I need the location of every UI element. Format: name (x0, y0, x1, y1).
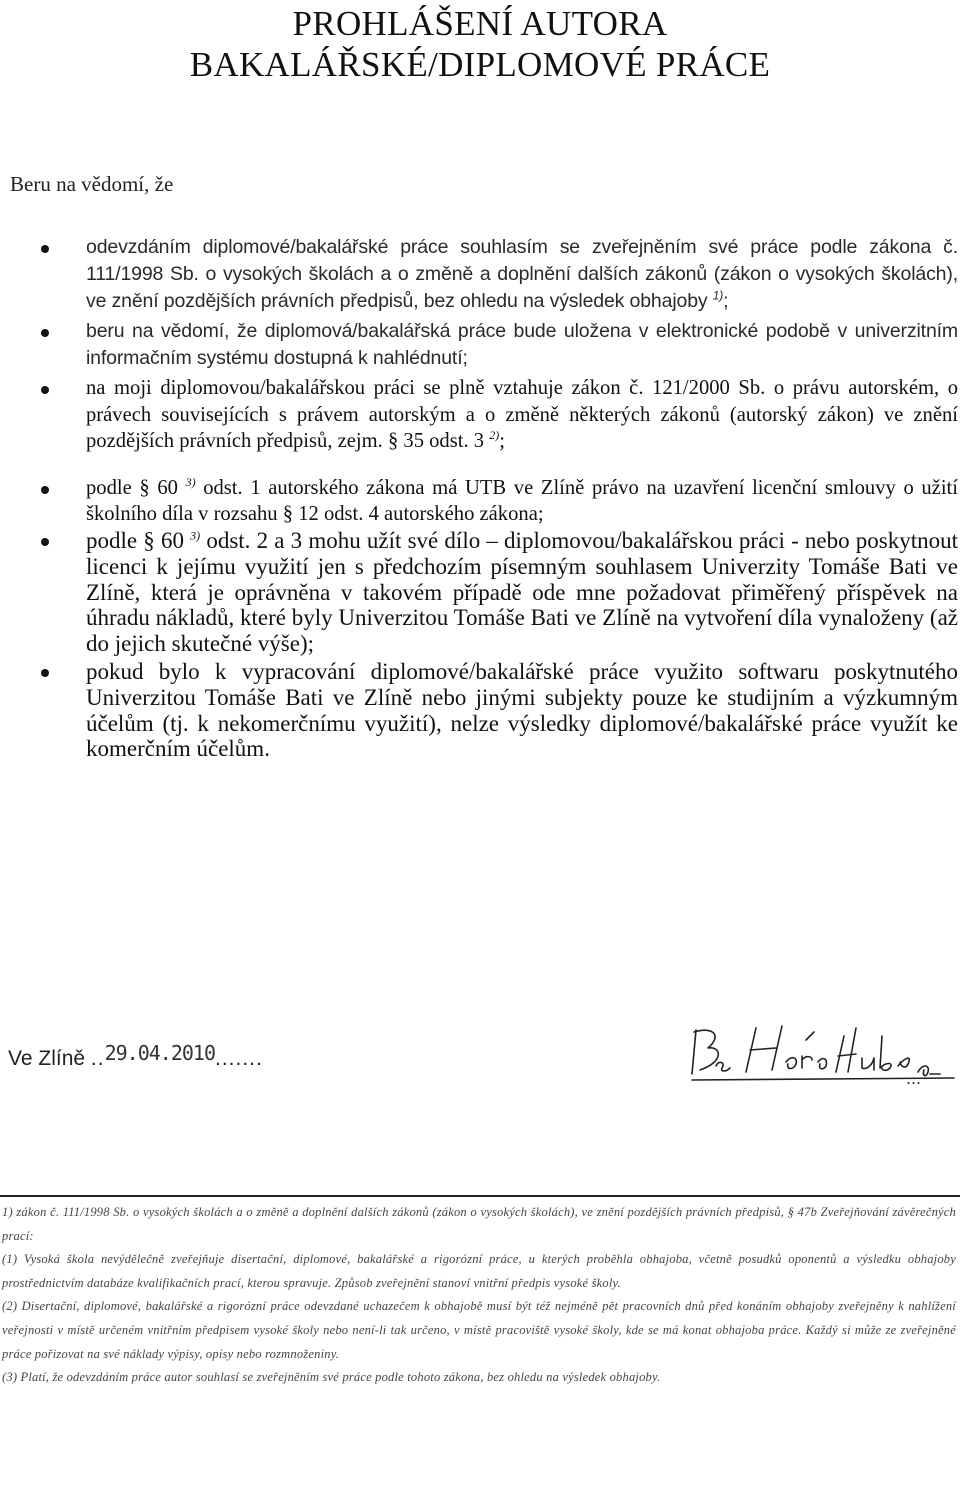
list-item (38, 234, 958, 316)
list-item (38, 528, 958, 657)
footnote-1-para-3: (3) Platí, že odevzdáním práce autor souhlasí se zveřejněním své práce podle tohoto zákona, bez ohledu na výsledek obhajoby. (2, 1370, 661, 1385)
item-text-end: ; (499, 430, 505, 453)
handwritten-date: 29.04.2010 (104, 1041, 215, 1065)
item-text: odevzdáním diplomové/bakalářské práce souhlasím se zveřejněním své práce podle zákona č. 111/1998 Sb. o vysokých školách a o změně a doplnění dalších zákonů (zákon o vysokých školách), ve znění pozdějších právních předpisů, bez ohledu na výsledek obhajoby (86, 236, 958, 313)
item-text: beru na vědomí, že diplomová/bakalářská práce bude uložena v elektronické podobě v univerzitním informačním systému dostupná k nahlédnutí; (86, 319, 958, 369)
place-label: Ve Zlíně (8, 1047, 86, 1070)
footnote-ref: 3) (190, 528, 201, 543)
title-line-1: PROHLÁŠENÍ AUTORA (292, 4, 668, 43)
footnote-ref: 1) (712, 288, 724, 303)
footnote-ref: 2) (489, 428, 500, 443)
footnote-ref: 3) (185, 474, 196, 489)
footnote-1-para-2: (2) Disertační, diplomové, bakalářské a rigorózní práce odevzdané uchazečem k obhajobě musí být též nejméně pět pracovních dnů před konáním obhajoby zveřejněny k nahlížení veřejnosti v místě určeném vnitřním předpisem vysoké školy nebo není-li tak určeno, v místě pracoviště vysoké školy, kde se má konat obhajoba práce. Každý si může ze zveřejněné práce pořizovat na své náklady výpisy, opisy nebo rozmnoženiny. (2, 1299, 956, 1361)
dots-leader: .. (90, 1047, 105, 1070)
item-text: na moji diplomovou/bakalářskou práci se plně vztahuje zákon č. 121/2000 Sb. o právu autorském, o právech souvisejících s právem autorským a o změně některých zákonů (autorský zákon) ve znění pozdějších právních předpisů, zejm. § 35 odst. 3 (86, 377, 958, 453)
list-item (38, 659, 958, 762)
place-date-line (8, 1041, 263, 1071)
handwritten-signature (686, 1022, 958, 1086)
footnote-1: 1) zákon č. 111/1998 Sb. o vysokých školách a o změně a doplnění dalších zákonů (zákon o vysokých školách), ve znění pozdějších právních předpisů, § 47b Zveřejňování závěrečných prací: (2, 1205, 956, 1243)
intro-text: Beru na vědomí, že (10, 172, 174, 196)
item-text: pokud bylo k vypracování diplomové/bakalářské práce využito softwaru poskytnutého Univerzitou Tomáše Bati ve Zlíně nebo jinými subjekty pouze ke studijním a výzkumným účelům (tj. k nekomerčnímu využití), nelze výsledky diplomové/bakalářské práce využít ke komerčním účelům. (86, 658, 958, 762)
footnote-separator (0, 1195, 960, 1197)
list-item (38, 318, 958, 372)
item-text-end: odst. 2 a 3 mohu užít své dílo – diplomovou/bakalářskou práci - nebo poskytnout licenci k jejímu využití jen s předchozím písemným souhlasem Univerzity Tomáše Bati ve Zlíně, která je oprávněna v takovém případě ode mne požadovat přiměřený příspěvek na úhradu nákladů, které byly Univerzitou Tomáše Bati ve Zlíně na vytvoření díla vynaloženy (až do jejich skutečné výše); (86, 527, 959, 657)
dots-leader: ....... (215, 1047, 263, 1070)
item-text-end: odst. 1 autorského zákona má UTB ve Zlíně právo na uzavření licenční smlouvy o užití školního díla v rozsahu § 12 odst. 4 autorského zákona; (86, 476, 958, 526)
footnote-1-para-1: (1) Vysoká škola nevýdělečně zveřejňuje disertační, diplomové, bakalářské a rigorózní práce, u kterých proběhla obhajoba, včetně posudků oponentů a výsledku obhajoby prostřednictvím databáze kvalifikačních prací, kterou spravuje. Způsob zveřejnění stanoví vnitřní předpis vysoké školy. (2, 1252, 956, 1290)
title-line-2: BAKALÁŘSKÉ/DIPLOMOVÉ PRÁCE (189, 45, 771, 84)
item-text: podle § 60 (86, 476, 178, 499)
signature-dots: ... (906, 1068, 922, 1086)
list-item (38, 475, 958, 528)
declaration-list (38, 234, 958, 762)
item-text: podle § 60 (86, 527, 184, 553)
item-text-end: ; (723, 290, 729, 313)
footnotes (2, 1201, 956, 1390)
list-item (38, 375, 958, 455)
